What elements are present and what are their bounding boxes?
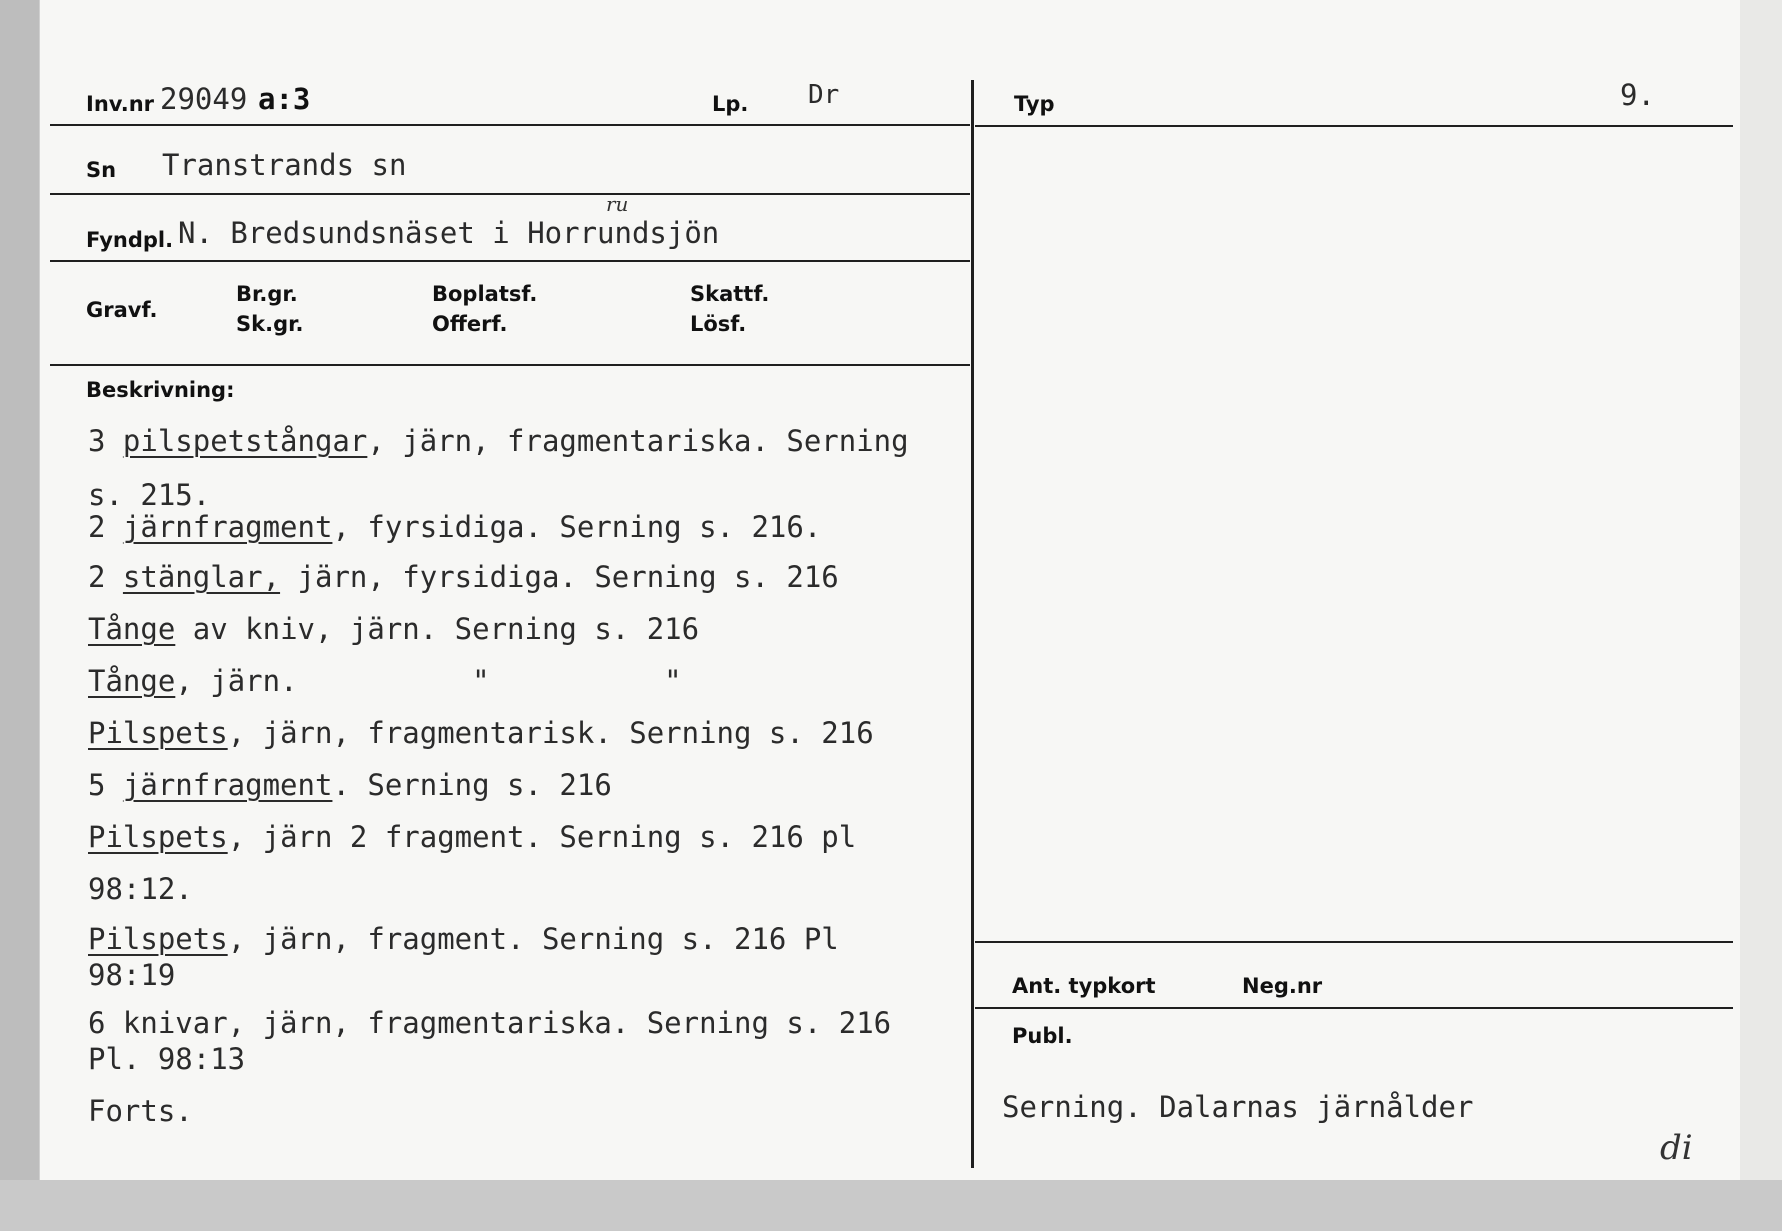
description-text: av kniv, järn. Serning s. 216 — [175, 612, 700, 646]
publ-label: Publ. — [1012, 1024, 1073, 1048]
rule-publ — [975, 1007, 1733, 1009]
brgr-label: Br.gr. — [236, 282, 298, 306]
signature: di — [1660, 1128, 1693, 1168]
description-line — [88, 768, 612, 802]
boplatsf-label: Boplatsf. — [432, 282, 538, 306]
lp-value: Dr — [808, 80, 840, 110]
description-text: 3 — [88, 424, 123, 458]
sn-value: Transtrands sn — [162, 148, 407, 182]
scan-edge-right — [1740, 0, 1782, 1231]
description-line — [88, 510, 821, 544]
publ-value: Serning. Dalarnas järnålder — [1002, 1090, 1474, 1124]
description-text: , järn, fragmentarisk. Serning s. 216 — [227, 716, 874, 750]
rule-categories — [50, 364, 970, 366]
gravf-label: Gravf. — [86, 298, 158, 322]
description-line — [88, 872, 193, 906]
description-line — [88, 612, 699, 646]
description-line — [88, 424, 909, 458]
description-line — [88, 1042, 245, 1076]
card-number: 9. — [1620, 78, 1655, 112]
description-line — [88, 958, 175, 992]
scan-edge-bottom — [0, 1180, 1782, 1231]
sn-label: Sn — [86, 158, 117, 182]
description-line — [88, 664, 682, 698]
rule-header-right — [975, 125, 1733, 127]
description-text: , fyrsidiga. Serning s. 216. — [332, 510, 822, 544]
fyndpl-value: N. Bredsundsnäset i Horrundsjön — [178, 216, 720, 250]
description-object-term: järnfragment — [122, 768, 333, 802]
description-line — [88, 560, 839, 594]
ant-typkort-label: Ant. typkort — [1012, 974, 1156, 998]
description-object-term: Tånge — [88, 612, 176, 646]
description-text: , järn, fragment. Serning s. 216 Pl — [227, 922, 839, 956]
description-object-term: stänglar, — [122, 560, 281, 594]
description-text: , järn, fragmentariska. Serning — [367, 424, 909, 458]
description-line — [88, 716, 874, 750]
losf-label: Lösf. — [690, 312, 747, 336]
description-text: 6 knivar, järn, fragmentariska. Serning s. 216 — [88, 1006, 892, 1040]
rule-sn — [50, 193, 970, 195]
inv-nr-suffix: a:3 — [258, 82, 311, 116]
description-text: Pl. 98:13 — [88, 1042, 246, 1076]
inv-nr-value: 29049 — [160, 82, 248, 116]
description-text: , järn 2 fragment. Serning s. 216 pl — [227, 820, 857, 854]
description-text: 5 — [88, 768, 123, 802]
description-text: 2 — [88, 510, 123, 544]
description-object-term: Pilspets — [88, 922, 228, 956]
column-divider — [971, 80, 974, 1168]
lp-label: Lp. — [712, 92, 749, 116]
description-object-term: Pilspets — [88, 820, 228, 854]
rule-typkort — [975, 941, 1733, 943]
description-text: 98:12. — [88, 872, 193, 906]
offerf-label: Offerf. — [432, 312, 508, 336]
description-line — [88, 478, 210, 512]
typ-label: Typ — [1014, 92, 1055, 116]
description-text: Forts. — [88, 1094, 193, 1128]
description-text: . Serning s. 216 — [332, 768, 612, 802]
description-text: 98:19 — [88, 958, 176, 992]
inv-nr-label: Inv.nr — [86, 92, 155, 116]
description-line — [88, 1094, 193, 1128]
handwritten-correction: ru — [606, 192, 629, 216]
fyndpl-label: Fyndpl. — [86, 228, 174, 252]
neg-nr-label: Neg.nr — [1242, 974, 1323, 998]
description-object-term: Pilspets — [88, 716, 228, 750]
rule-header-left — [50, 124, 970, 126]
description-text: 2 — [88, 560, 123, 594]
description-text: järn, fyrsidiga. Serning s. 216 — [280, 560, 839, 594]
description-line — [88, 1006, 891, 1040]
skattf-label: Skattf. — [690, 282, 770, 306]
description-object-term: Tånge — [88, 664, 176, 698]
description-line — [88, 922, 839, 956]
description-line — [88, 820, 856, 854]
beskrivning-label: Beskrivning: — [86, 378, 235, 402]
description-object-term: pilspetstångar — [122, 424, 368, 458]
rule-fyndpl — [50, 260, 970, 262]
skgr-label: Sk.gr. — [236, 312, 304, 336]
description-text: , järn. " " — [175, 664, 682, 698]
description-object-term: järnfragment — [122, 510, 333, 544]
description-text: s. 215. — [88, 478, 211, 512]
